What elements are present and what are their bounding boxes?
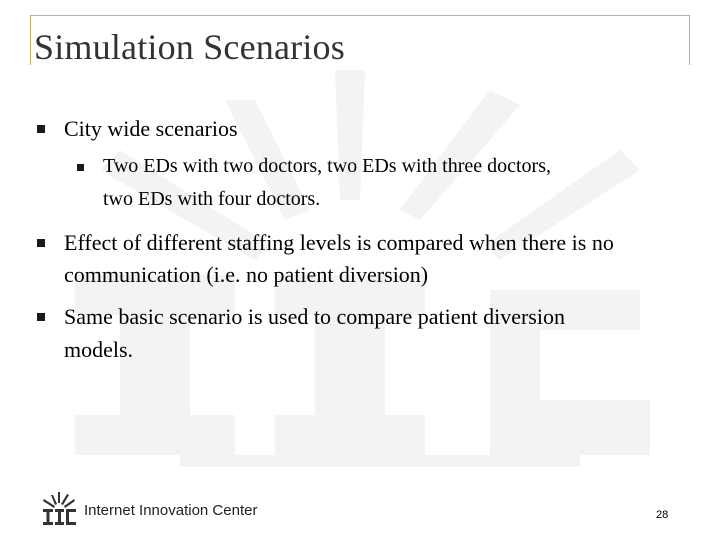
- bullet-marker: [37, 125, 45, 133]
- title-frame-left: [30, 15, 31, 65]
- iic-logo-icon: [40, 492, 78, 528]
- sub-bullet-1-line-1: Two EDs with two doctors, two EDs with three doctors,: [103, 155, 551, 177]
- bullet-3-line-1: Same basic scenario is used to compare patient diversion: [64, 304, 565, 329]
- slide-title: Simulation Scenarios: [34, 27, 345, 67]
- title-frame-top: [30, 15, 690, 16]
- footer-organization: Internet Innovation Center: [84, 502, 258, 519]
- page-number: 28: [656, 509, 669, 521]
- bullet-1-text: City wide scenarios: [64, 116, 238, 141]
- title-frame-right: [689, 15, 690, 65]
- sub-bullet-1-line-2: two EDs with four doctors.: [103, 188, 321, 210]
- bullet-2-line-2: communication (i.e. no patient diversion): [64, 262, 429, 287]
- bullet-marker: [37, 239, 45, 247]
- bullet-3-line-2: models.: [64, 337, 134, 362]
- bullet-2-line-1: Effect of different staffing levels is compared when there is no: [64, 230, 614, 255]
- bullet-marker: [37, 313, 45, 321]
- sub-bullet-marker: [77, 164, 84, 171]
